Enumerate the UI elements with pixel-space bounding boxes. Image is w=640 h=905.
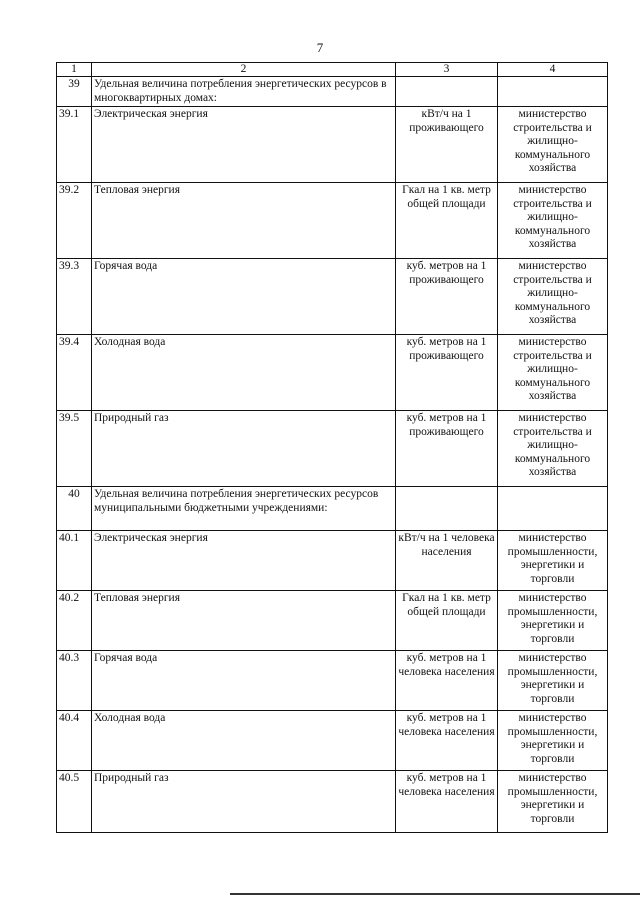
row-responsible-org: министерство промышленности, энергетики и торговли <box>498 591 608 651</box>
row-unit: куб. метров на 1 проживающего <box>396 259 498 335</box>
page-number: 7 <box>316 40 324 55</box>
row-unit: куб. метров на 1 человека населения <box>396 651 498 711</box>
row-indicator-name: Природный газ <box>92 771 396 833</box>
row-number: 40.1 <box>57 531 92 591</box>
row-responsible-org: министерство строительства и жилищно-коммунального хозяйства <box>498 411 608 487</box>
table-row <box>57 711 608 771</box>
table-row <box>57 771 608 833</box>
row-responsible-org: министерство промышленности, энергетики и торговли <box>498 771 608 833</box>
row-responsible-org <box>498 77 608 107</box>
row-number: 40.5 <box>57 771 92 833</box>
row-number: 40.3 <box>57 651 92 711</box>
row-responsible-org: министерство промышленности, энергетики и торговли <box>498 531 608 591</box>
row-number: 40.2 <box>57 591 92 651</box>
table-header-row <box>57 63 608 77</box>
row-indicator-name: Электрическая энергия <box>92 107 396 183</box>
row-number: 40 <box>57 487 92 531</box>
row-unit: кВт/ч на 1 человека населения <box>396 531 498 591</box>
table-row <box>57 107 608 183</box>
table-row <box>57 411 608 487</box>
header-col-3: 3 <box>396 63 498 77</box>
row-responsible-org: министерство строительства и жилищно-коммунального хозяйства <box>498 335 608 411</box>
table-row <box>57 335 608 411</box>
row-unit: Гкал на 1 кв. метр общей площади <box>396 183 498 259</box>
row-indicator-name: Горячая вода <box>92 259 396 335</box>
row-indicator-name: Холодная вода <box>92 711 396 771</box>
row-number: 40.4 <box>57 711 92 771</box>
row-responsible-org: министерство строительства и жилищно-коммунального хозяйства <box>498 107 608 183</box>
row-unit: куб. метров на 1 проживающего <box>396 411 498 487</box>
row-unit <box>396 487 498 531</box>
row-number: 39.3 <box>57 259 92 335</box>
row-responsible-org <box>498 487 608 531</box>
row-unit: куб. метров на 1 проживающего <box>396 335 498 411</box>
row-unit: Гкал на 1 кв. метр общей площади <box>396 591 498 651</box>
table-row <box>57 487 608 531</box>
row-unit: куб. метров на 1 человека населения <box>396 771 498 833</box>
row-indicator-name: Тепловая энергия <box>92 183 396 259</box>
row-indicator-name: Холодная вода <box>92 335 396 411</box>
table-row <box>57 259 608 335</box>
row-unit: кВт/ч на 1 проживающего <box>396 107 498 183</box>
header-col-4: 4 <box>498 63 608 77</box>
row-indicator-name: Удельная величина потребления энергетических ресурсов в многоквартирных домах: <box>92 77 396 107</box>
indicators-table <box>56 62 608 833</box>
table-row <box>57 531 608 591</box>
table-row <box>57 651 608 711</box>
row-indicator-name: Горячая вода <box>92 651 396 711</box>
row-responsible-org: министерство строительства и жилищно-коммунального хозяйства <box>498 259 608 335</box>
row-indicator-name: Электрическая энергия <box>92 531 396 591</box>
header-col-2: 2 <box>92 63 396 77</box>
row-indicator-name: Тепловая энергия <box>92 591 396 651</box>
row-number: 39.2 <box>57 183 92 259</box>
row-unit <box>396 77 498 107</box>
row-number: 39 <box>57 77 92 107</box>
row-responsible-org: министерство строительства и жилищно-коммунального хозяйства <box>498 183 608 259</box>
row-unit: куб. метров на 1 человека населения <box>396 711 498 771</box>
row-responsible-org: министерство промышленности, энергетики и торговли <box>498 651 608 711</box>
table-row <box>57 183 608 259</box>
header-col-1: 1 <box>57 63 92 77</box>
row-indicator-name: Удельная величина потребления энергетических ресурсов муниципальными бюджетными учреждениями: <box>92 487 396 531</box>
row-indicator-name: Природный газ <box>92 411 396 487</box>
row-number: 39.4 <box>57 335 92 411</box>
row-number: 39.5 <box>57 411 92 487</box>
row-responsible-org: министерство промышленности, энергетики и торговли <box>498 711 608 771</box>
scan-edge-line <box>230 893 640 895</box>
table-row <box>57 77 608 107</box>
table-row <box>57 591 608 651</box>
row-number: 39.1 <box>57 107 92 183</box>
